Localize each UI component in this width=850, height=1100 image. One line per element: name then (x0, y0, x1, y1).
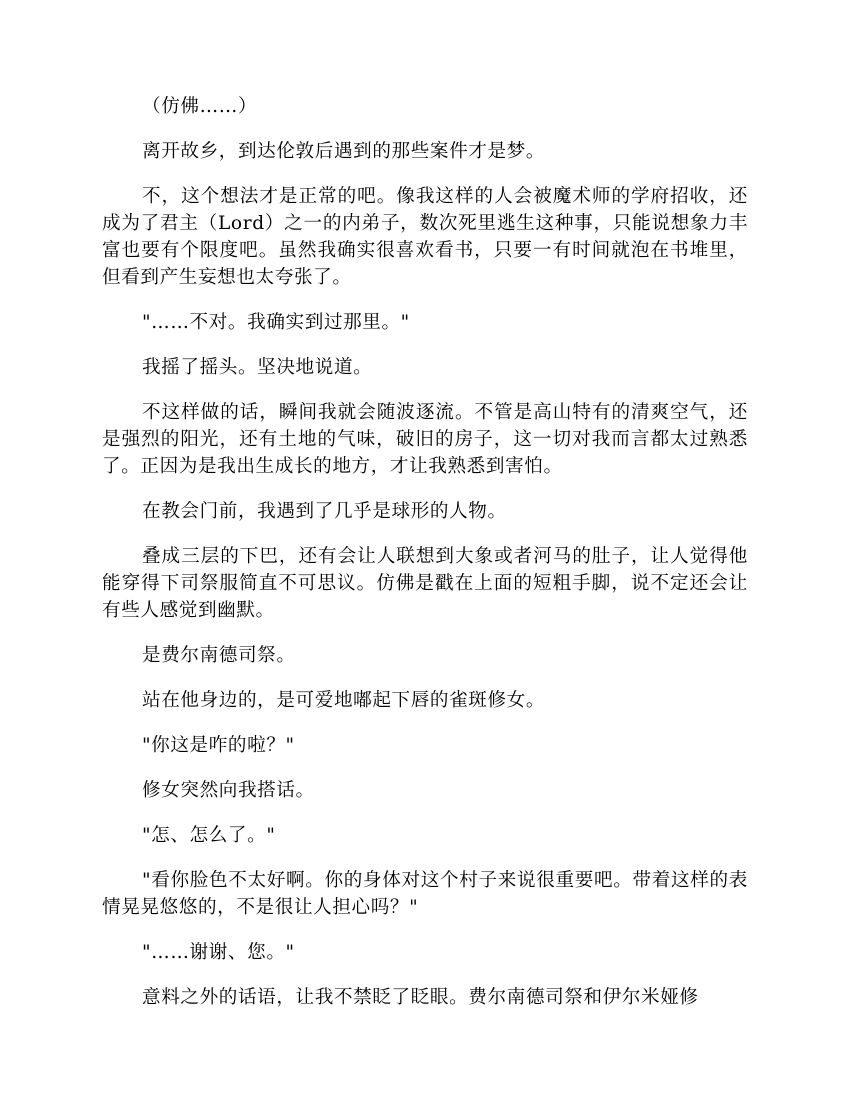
paragraph-12: 修女突然向我搭话。 (142, 780, 315, 801)
paragraph-14: "看你脸色不太好啊。你的身体对这个村子来说很重要吧。带着这样的表情晃晃悠悠的，不是很让人担心吗？" (102, 870, 748, 918)
paragraph-15: "……谢谢、您。" (142, 942, 295, 963)
paragraph-5: 我摇了摇头。坚决地说道。 (142, 357, 373, 378)
paragraph-11: "你这是咋的啦？" (142, 735, 295, 756)
paragraph-4: "……不对。我确实到过那里。" (142, 312, 410, 333)
paragraph-3: 不，这个想法才是正常的吧。像我这样的人会被魔术师的学府招收，还成为了君主（Lord）之一的内弟子，数次死里逃生这种事，只能说想象力丰富也要有个限度吧。虽然我确实很喜欢看书，只要一有时间就泡在书堆里，但看到产生妄想也太夸张了。 (102, 186, 748, 288)
paragraph-9: 是费尔南德司祭。 (142, 645, 296, 666)
paragraph-7: 在教会门前，我遇到了几乎是球形的人物。 (142, 501, 507, 522)
paragraph-13: "怎、怎么了。" (142, 825, 276, 846)
paragraph-2: 离开故乡，到达伦敦后遇到的那些案件才是梦。 (142, 141, 546, 162)
paragraph-6: 不这样做的话，瞬间我就会随波逐流。不管是高山特有的清爽空气，还是强烈的阳光，还有土地的气味，破旧的房子，这一切对我而言都太过熟悉了。正因为是我出生成长的地方，才让我熟悉到害怕。 (102, 402, 748, 477)
paragraph-1: （仿佛……） (142, 96, 258, 117)
paragraph-10: 站在他身边的，是可爱地嘟起下唇的雀斑修女。 (142, 690, 546, 711)
paragraph-16: 意料之外的话语，让我不禁眨了眨眼。费尔南德司祭和伊尔米娅修 (142, 987, 699, 1008)
body-text (102, 93, 748, 1029)
paragraph-8: 叠成三层的下巴，还有会让人联想到大象或者河马的肚子，让人觉得他能穿得下司祭服简直不可思议。仿佛是戳在上面的短粗手脚，说不定还会让有些人感觉到幽默。 (102, 546, 748, 621)
